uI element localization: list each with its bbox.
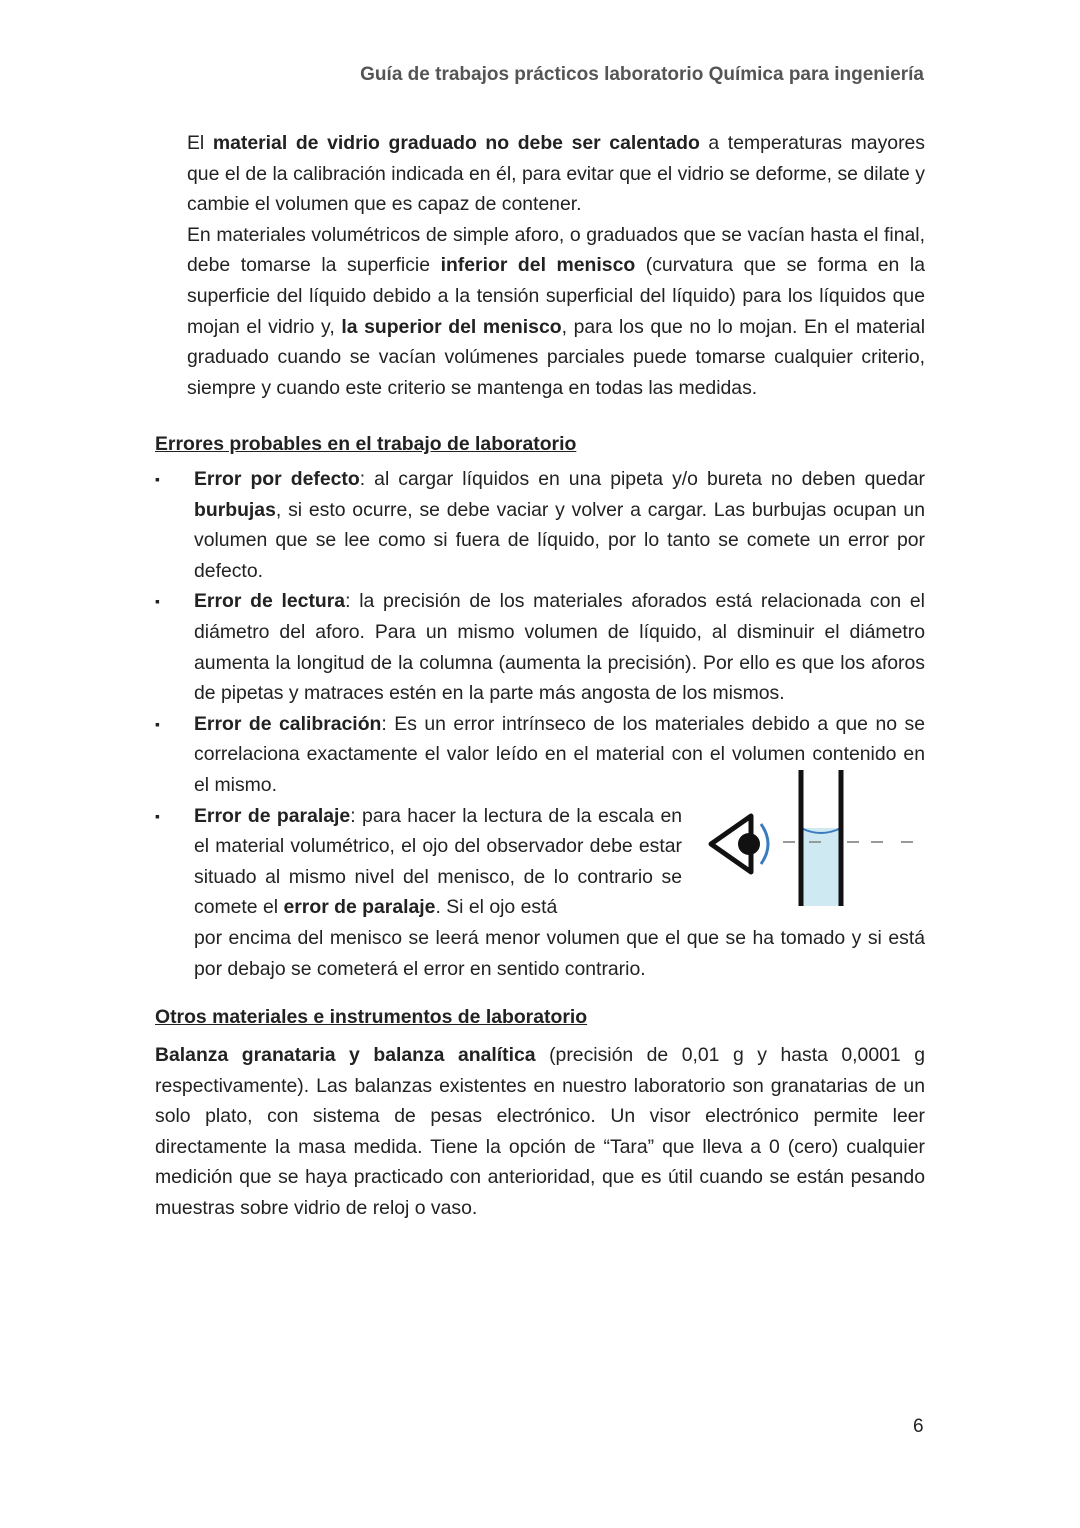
text-span: a temperaturas mayores que el de la calibración indicada en él, para evitar que el vidrio se deforme, se dilate y cambie el volumen que es capaz de contener. [187, 132, 926, 216]
bullet-icon: ▪ [155, 471, 160, 487]
bold-span: burbujas [194, 498, 276, 521]
bold-span: Error de calibración [194, 712, 382, 735]
bullet-icon: ▪ [155, 715, 160, 732]
intro-paragraph-2 [187, 220, 925, 404]
bold-span: inferior del menisco [440, 254, 636, 277]
bold-span: Error de paralaje [194, 804, 351, 827]
text-span: El [187, 132, 213, 154]
intro-section [187, 128, 925, 403]
bold-span: error de paralaje [283, 896, 436, 919]
text-span: : para hacer la lectura de la escala en el material volumétrico, el ojo del observador debe estar situado al mismo nivel del menisco, de lo contrario se comete el [194, 804, 683, 919]
text-span: (curvatura que se forma en la superficie del líquido debido a la tensión superficial del líquido) para los líquidos que mojan el vidrio y, [187, 254, 925, 338]
text-span: : al cargar líquidos en una pipeta y/o bureta no deben quedar [359, 468, 925, 490]
bold-span: la superior del menisco [341, 315, 562, 338]
eye-pupil [738, 833, 760, 855]
others-heading: Otros materiales e instrumentos de laboratorio [155, 1006, 588, 1028]
text-span: , si esto ocurre, se debe vaciar y volver a cargar. Las burbujas ocupan un volumen que se lee como si fuera de líquido, por lo tanto se comete un error por defecto. [194, 498, 925, 582]
others-section [155, 1040, 925, 1224]
text-span: (precisión de 0,01 g y hasta 0,0001 g respectivamente). Las balanzas existentes en nuestro laboratorio son granatarias de un solo plato, con sistema de pesas electrónico. Un visor electrónico permite leer directamente la masa medida. Tiene la opción de “Tara” que lleva a 0 (cero) cualquier medición que se haya practicado con anterioridad, que es útil cuando se están pesando muestras sobre vidrio de reloj o vaso. [155, 1044, 925, 1219]
bullet-icon: ▪ [155, 593, 160, 610]
text-span: En materiales volumétricos de simple aforo, o graduados que se vacían hasta el final, debe tomarse la superficie [187, 223, 925, 277]
bold-span: Balanza granataria y balanza analítica [155, 1044, 536, 1066]
bold-span: Error de lectura [194, 590, 346, 613]
bullet-icon: ▪ [155, 807, 160, 824]
text-span: : Es un error intrínseco de los materiales debido a que no se correlaciona exactamente el valor leído en el material con el volumen contenido en el mismo. [194, 712, 925, 796]
errors-heading: Errores probables en el trabajo de laboratorio [155, 433, 577, 455]
text-span: : la precisión de los materiales aforados está relacionada con el diámetro del aforo. Para un mismo volumen de líquido, al disminuir el diámetro aumenta la longitud de la columna (aumenta la precisión). Por ello es que los aforos de pipetas y matraces estén en la parte más angosta de los mismos. [194, 590, 925, 705]
bold-span: material de vidrio graduado no debe ser calentado [212, 132, 700, 154]
eye-lens [761, 824, 768, 864]
parallax-text [194, 801, 682, 923]
eye-meniscus-icon [705, 766, 925, 908]
list-item [155, 464, 925, 586]
parallax-text-continued: por encima del menisco se leerá menor volumen que el que se ha tomado y si está por debajo se cometerá el error en sentido contrario. [194, 926, 925, 980]
page-header: Guía de trabajos prácticos laboratorio Química para ingeniería [360, 64, 924, 85]
page-number: 6 [913, 1416, 924, 1437]
bold-span: Error por defecto [194, 468, 360, 490]
text-span: . Si el ojo está [435, 896, 558, 919]
others-paragraph [155, 1040, 925, 1224]
intro-paragraph-1 [187, 128, 925, 220]
list-item [155, 586, 925, 708]
liquid-fill [801, 828, 841, 906]
text-span: , para los que no lo mojan. En el material graduado cuando se vacían volúmenes parciales puede tomarse cualquier criterio, siempre y cuando este criterio se mantenga en todas las medidas. [187, 315, 925, 399]
